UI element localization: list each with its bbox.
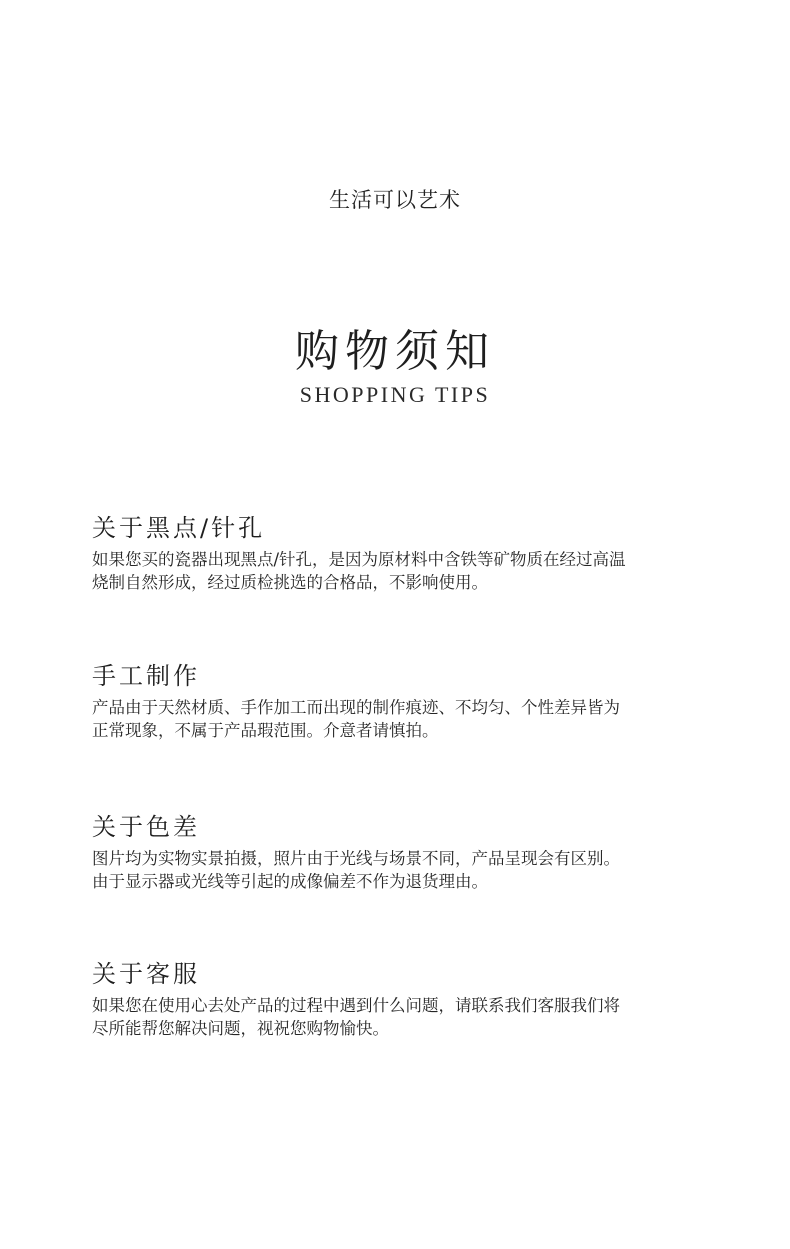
slogan: 生活可以艺术 (329, 188, 461, 212)
section-body (92, 847, 732, 893)
section-body-line: 正常现象，不属于产品瑕范围。介意者请慎拍。 (92, 721, 439, 740)
page-title: 购物须知 (295, 326, 495, 377)
section-body-line: 产品由于天然材质、手作加工而出现的制作痕迹、不均匀、个性差异皆为 (92, 698, 620, 717)
section-heading: 关于色差 (92, 813, 200, 841)
section-heading: 关于客服 (92, 960, 200, 988)
section-body (92, 548, 732, 594)
section-body-line: 图片均为实物实景拍摄，照片由于光线与场景不同，产品呈现会有区别。 (92, 849, 620, 868)
section-body-line: 烧制自然形成，经过质检挑选的合格品，不影响使用。 (92, 573, 488, 592)
section-body (92, 994, 732, 1040)
section-body-line: 如果您在使用心去处产品的过程中遇到什么问题，请联系我们客服我们将 (92, 996, 620, 1015)
section-color-difference (92, 811, 732, 893)
section-heading: 关于黑点/针孔 (92, 514, 266, 542)
section-customer-service (92, 958, 732, 1040)
section-body (92, 696, 732, 742)
section-black-spots (92, 512, 732, 594)
page-subtitle: SHOPPING TIPS (299, 382, 491, 407)
section-body-line: 如果您买的瓷器出现黑点/针孔，是因为原材料中含铁等矿物质在经过高温 (92, 550, 626, 569)
section-handmade (92, 660, 732, 742)
section-body-line: 尽所能帮您解决问题，视祝您购物愉快。 (92, 1019, 389, 1038)
section-heading: 手工制作 (92, 662, 200, 690)
section-body-line: 由于显示器或光线等引起的成像偏差不作为退货理由。 (92, 872, 488, 891)
